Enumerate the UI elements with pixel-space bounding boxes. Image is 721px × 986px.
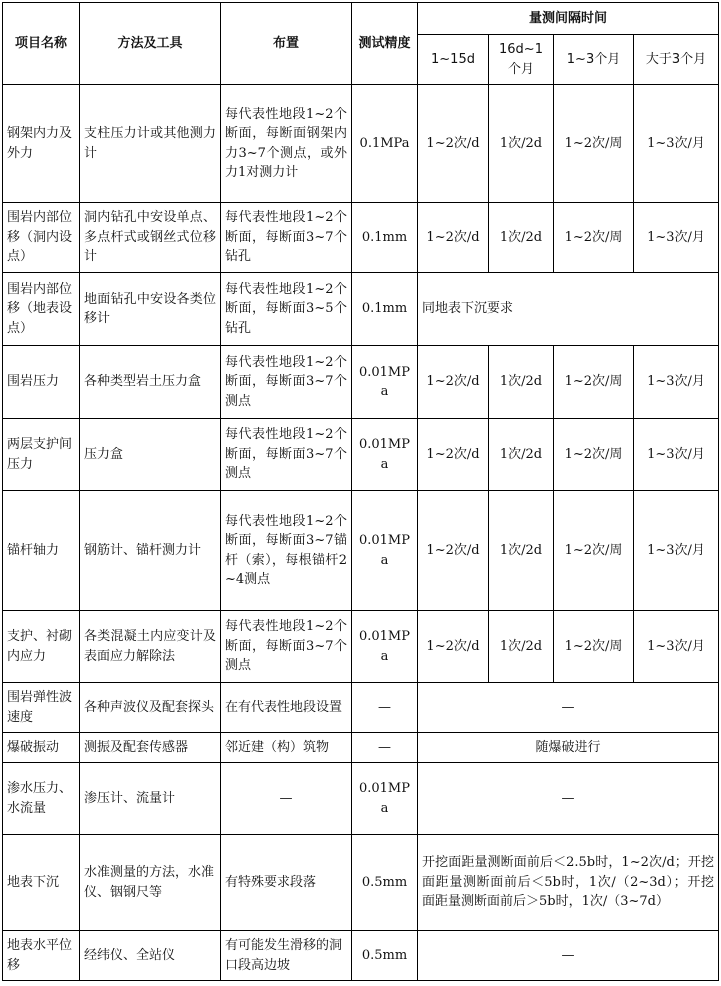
table-row <box>3 203 719 273</box>
interval-cell: 1次/2d <box>489 346 554 419</box>
layout-cell: 每代表性地段1~2个断面，每断面3~7个测点 <box>221 611 352 683</box>
interval-span-cell: 开挖面距量测断面前后＜2.5b时，1~2次/d；开挖面距量测断面前后＜5b时，1次/（2~3d）；开挖面距量测断面前后＞5b时，1次/（3~7d） <box>418 835 719 931</box>
interval-cell: 1~3次/月 <box>634 346 719 419</box>
header-interval-2: 16d~1个月 <box>489 35 554 85</box>
monitoring-table <box>2 2 719 981</box>
item-cell: 地表下沉 <box>3 835 80 931</box>
layout-cell: 在有代表性地段设置 <box>221 683 352 733</box>
table-row <box>3 835 719 931</box>
interval-cell: 1~2次/周 <box>554 346 634 419</box>
method-cell: 水准测量的方法，水准仪、铟钢尺等 <box>80 835 221 931</box>
header-interval-4: 大于3个月 <box>634 35 719 85</box>
table-row <box>3 763 719 835</box>
accuracy-cell: 0.01MPa <box>352 763 418 835</box>
interval-cell: 1~3次/月 <box>634 203 719 273</box>
item-cell: 围岩内部位移（地表设点） <box>3 273 80 346</box>
interval-cell: 1次/2d <box>489 203 554 273</box>
method-cell: 地面钻孔中安设各类位移计 <box>80 273 221 346</box>
header-interval-1: 1~15d <box>418 35 489 85</box>
method-cell: 支柱压力计或其他测力计 <box>80 85 221 203</box>
header-method: 方法及工具 <box>80 3 221 85</box>
interval-cell: 1~3次/月 <box>634 611 719 683</box>
interval-cell: 1次/2d <box>489 419 554 491</box>
accuracy-cell: 0.01MPa <box>352 346 418 419</box>
method-cell: 洞内钻孔中安设单点、多点杆式或钢丝式位移计 <box>80 203 221 273</box>
table-row <box>3 931 719 981</box>
accuracy-cell: 0.01MPa <box>352 419 418 491</box>
table-row <box>3 491 719 611</box>
interval-cell: 1~2次/周 <box>554 203 634 273</box>
item-cell: 地表水平位移 <box>3 931 80 981</box>
interval-cell: 1~2次/周 <box>554 611 634 683</box>
interval-span-cell: — <box>418 683 719 733</box>
header-interval-group: 量测间隔时间 <box>418 3 719 35</box>
item-cell: 爆破振动 <box>3 733 80 763</box>
method-cell: 渗压计、流量计 <box>80 763 221 835</box>
table-row <box>3 346 719 419</box>
method-cell: 各类混凝土内应变计及表面应力解除法 <box>80 611 221 683</box>
interval-cell: 1~3次/月 <box>634 419 719 491</box>
header-interval-3: 1~3个月 <box>554 35 634 85</box>
interval-cell: 1~2次/周 <box>554 491 634 611</box>
accuracy-cell: 0.01MPa <box>352 611 418 683</box>
table-row <box>3 733 719 763</box>
table-row <box>3 273 719 346</box>
layout-cell: 每代表性地段1~2个断面，每断面3~7个钻孔 <box>221 203 352 273</box>
method-cell: 测振及配套传感器 <box>80 733 221 763</box>
interval-cell: 1~2次/周 <box>554 85 634 203</box>
accuracy-cell: 0.5mm <box>352 931 418 981</box>
table-row <box>3 683 719 733</box>
interval-cell: 1~2次/周 <box>554 419 634 491</box>
interval-cell: 1次/2d <box>489 611 554 683</box>
method-cell: 各种类型岩土压力盒 <box>80 346 221 419</box>
table-row <box>3 419 719 491</box>
method-cell: 各种声波仪及配套探头 <box>80 683 221 733</box>
interval-cell: 1~3次/月 <box>634 85 719 203</box>
accuracy-cell: — <box>352 683 418 733</box>
header-layout: 布置 <box>221 3 352 85</box>
layout-cell: 每代表性地段1~2个断面，每断面3~7个测点 <box>221 419 352 491</box>
item-cell: 围岩内部位移（洞内设点） <box>3 203 80 273</box>
interval-span-cell: — <box>418 931 719 981</box>
interval-cell: 1~2次/d <box>418 203 489 273</box>
accuracy-cell: — <box>352 733 418 763</box>
accuracy-cell: 0.1mm <box>352 273 418 346</box>
interval-cell: 1~2次/d <box>418 85 489 203</box>
layout-cell: 每代表性地段1~2个断面，每断面3~5个钻孔 <box>221 273 352 346</box>
accuracy-cell: 0.1MPa <box>352 85 418 203</box>
layout-cell: 邻近建（构）筑物 <box>221 733 352 763</box>
item-cell: 支护、衬砌内应力 <box>3 611 80 683</box>
interval-cell: 1~2次/d <box>418 346 489 419</box>
method-cell: 压力盒 <box>80 419 221 491</box>
interval-span-cell: 同地表下沉要求 <box>418 273 719 346</box>
interval-cell: 1~2次/d <box>418 419 489 491</box>
item-cell: 围岩弹性波速度 <box>3 683 80 733</box>
item-cell: 钢架内力及外力 <box>3 85 80 203</box>
table-row <box>3 85 719 203</box>
layout-cell: 每代表性地段1~2个断面，每断面3~7个测点 <box>221 346 352 419</box>
item-cell: 锚杆轴力 <box>3 491 80 611</box>
item-cell: 围岩压力 <box>3 346 80 419</box>
interval-cell: 1~2次/d <box>418 491 489 611</box>
interval-cell: 1次/2d <box>489 491 554 611</box>
header-item: 项目名称 <box>3 3 80 85</box>
layout-cell: 有特殊要求段落 <box>221 835 352 931</box>
layout-cell: 有可能发生滑移的洞口段高边坡 <box>221 931 352 981</box>
layout-cell: 每代表性地段1~2个断面，每断面3~7锚杆（索），每根锚杆2~4测点 <box>221 491 352 611</box>
method-cell: 经纬仪、全站仪 <box>80 931 221 981</box>
method-cell: 钢筋计、锚杆测力计 <box>80 491 221 611</box>
interval-span-cell: 随爆破进行 <box>418 733 719 763</box>
layout-cell: 每代表性地段1~2个断面，每断面钢架内力3~7个测点，或外力1对测力计 <box>221 85 352 203</box>
accuracy-cell: 0.5mm <box>352 835 418 931</box>
interval-cell: 1~2次/d <box>418 611 489 683</box>
accuracy-cell: 0.01MPa <box>352 491 418 611</box>
table-body <box>3 85 719 981</box>
accuracy-cell: 0.1mm <box>352 203 418 273</box>
table-row <box>3 611 719 683</box>
interval-cell: 1~3次/月 <box>634 491 719 611</box>
layout-cell: — <box>221 763 352 835</box>
interval-cell: 1次/2d <box>489 85 554 203</box>
item-cell: 渗水压力、水流量 <box>3 763 80 835</box>
interval-span-cell: — <box>418 763 719 835</box>
item-cell: 两层支护间压力 <box>3 419 80 491</box>
header-accuracy: 测试精度 <box>352 3 418 85</box>
